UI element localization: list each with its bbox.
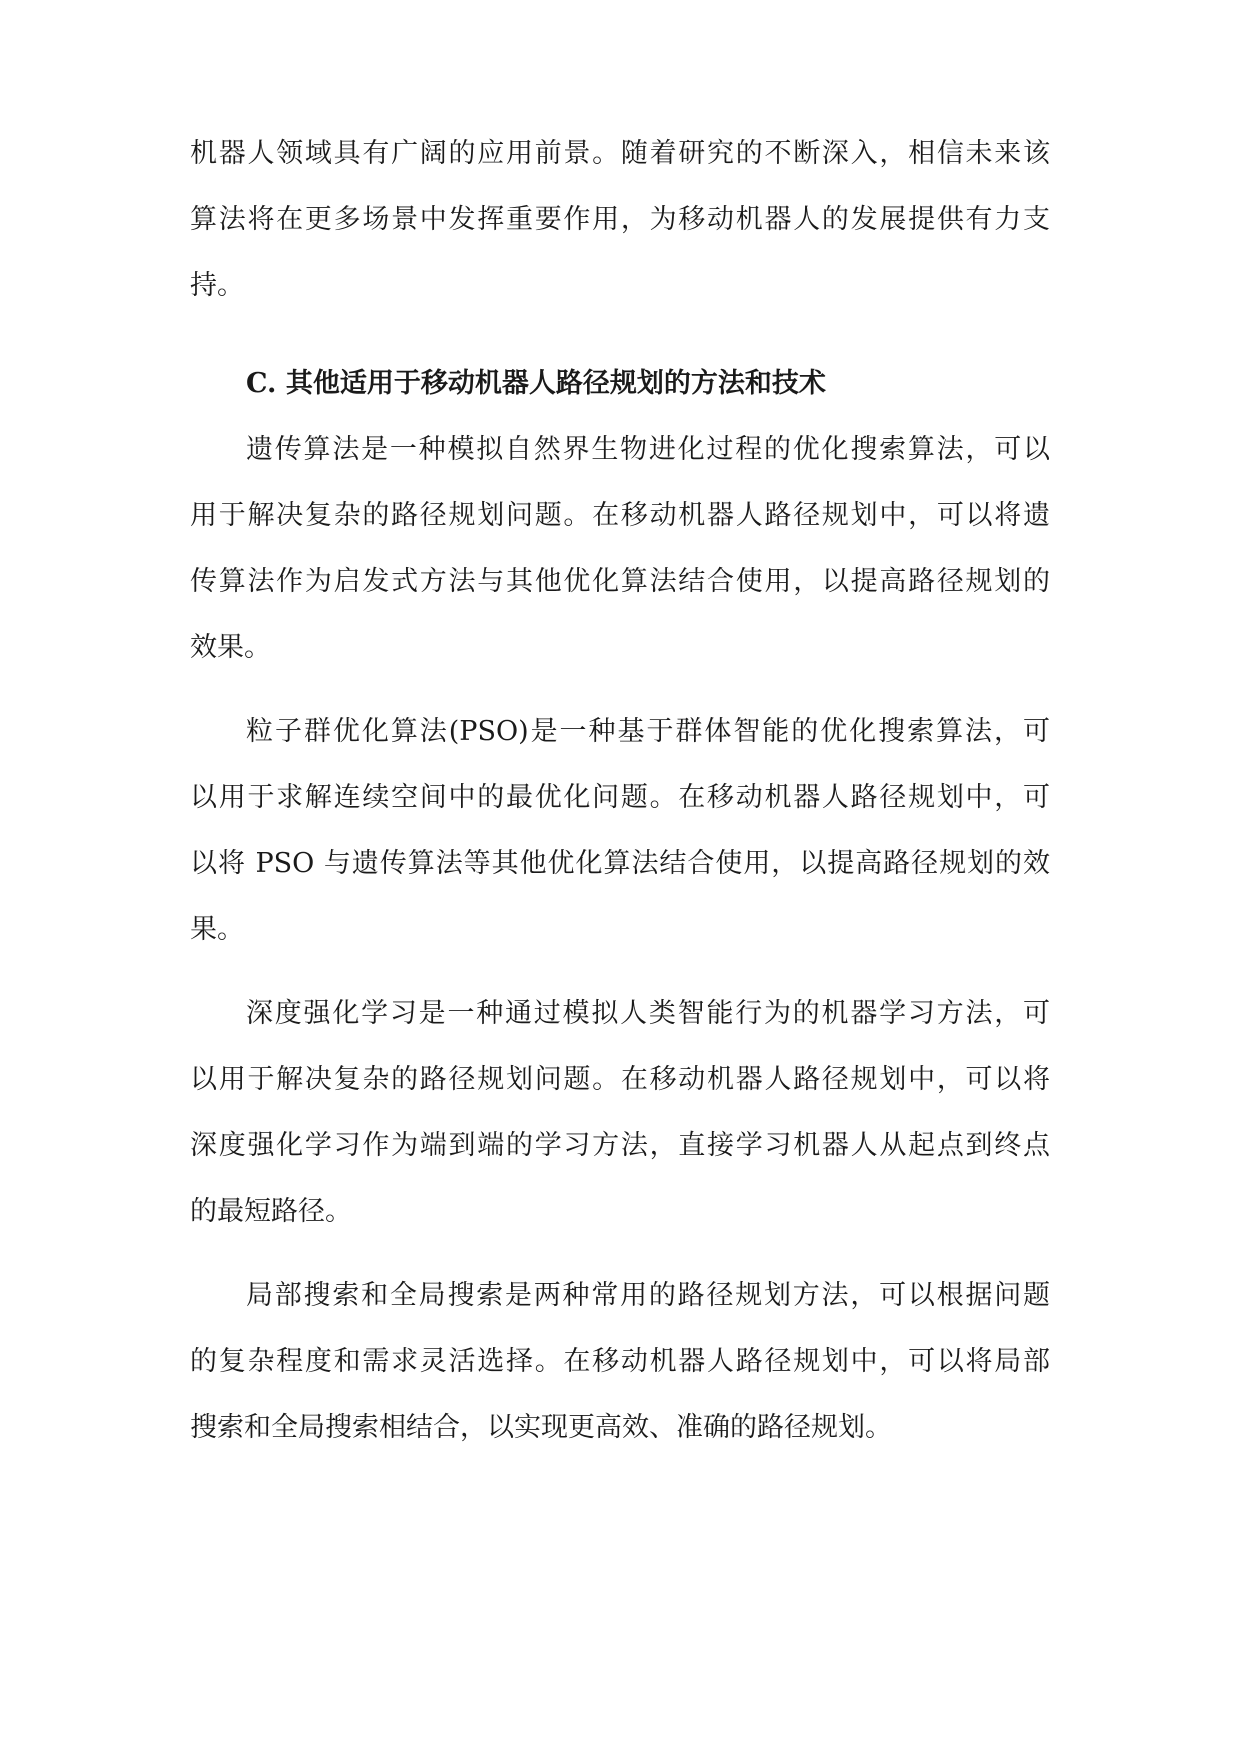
paragraph-3-line-4: 的最短路径。	[190, 1196, 352, 1227]
paragraph-2-line-2: 以用于求解连续空间中的最优化问题。在移动机器人路径规划中，可	[190, 782, 1050, 813]
continuation-line-3: 持。	[190, 270, 244, 301]
paragraph-3-line-1: 深度强化学习是一种通过模拟人类智能行为的机器学习方法，可	[246, 998, 1050, 1029]
paragraph-4-line-1: 局部搜索和全局搜索是两种常用的路径规划方法，可以根据问题	[246, 1280, 1050, 1311]
paragraph-1-line-1: 遗传算法是一种模拟自然界生物进化过程的优化搜索算法，可以	[246, 434, 1050, 465]
paragraph-1-line-3: 传算法作为启发式方法与其他优化算法结合使用，以提高路径规划的	[190, 566, 1050, 597]
paragraph-2-line-4: 果。	[190, 914, 244, 945]
paragraph-1-line-2: 用于解决复杂的路径规划问题。在移动机器人路径规划中，可以将遗	[190, 500, 1050, 531]
paragraph-3-line-2: 以用于解决复杂的路径规划问题。在移动机器人路径规划中，可以将	[190, 1064, 1050, 1095]
paragraph-3-line-3: 深度强化学习作为端到端的学习方法，直接学习机器人从起点到终点	[190, 1130, 1050, 1161]
paragraph-1-line-4: 效果。	[190, 632, 271, 663]
paragraph-4-line-2: 的复杂程度和需求灵活选择。在移动机器人路径规划中，可以将局部	[190, 1346, 1050, 1377]
section-heading: C. 其他适用于移动机器人路径规划的方法和技术	[246, 368, 826, 399]
paragraph-2-line-1: 粒子群优化算法(PSO)是一种基于群体智能的优化搜索算法，可	[246, 716, 1050, 747]
continuation-line-1: 机器人领域具有广阔的应用前景。随着研究的不断深入，相信未来该	[190, 138, 1050, 169]
paragraph-4-line-3: 搜索和全局搜索相结合，以实现更高效、准确的路径规划。	[190, 1412, 892, 1443]
continuation-line-2: 算法将在更多场景中发挥重要作用，为移动机器人的发展提供有力支	[190, 204, 1050, 235]
paragraph-2-line-3: 以将 PSO 与遗传算法等其他优化算法结合使用，以提高路径规划的效	[190, 848, 1050, 879]
